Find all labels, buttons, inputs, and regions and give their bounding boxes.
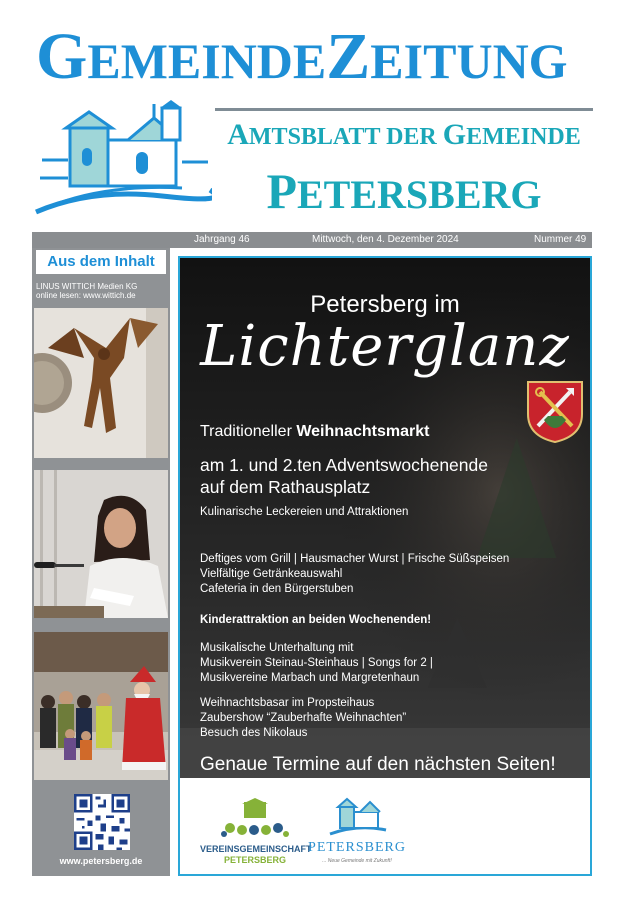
poster-line-dates: am 1. und 2.ten Adventswochenende: [200, 455, 488, 475]
qr-code[interactable]: [74, 794, 130, 850]
sidebar: [32, 248, 170, 876]
subtitle-text-petersberg: ETERSBERG: [297, 172, 542, 217]
poster-kids-attraction: Kinderattraktion an beiden Wochenenden!: [200, 614, 432, 626]
poster-line-culinary: Kulinarische Leckereien und Attraktionen: [200, 506, 409, 518]
vereinsgemeinschaft-logo: [200, 798, 310, 874]
poster-bazaar-2: Zaubershow “Zauberhafte Weihnachten”: [200, 712, 407, 724]
petersberg-church-mark-icon: [328, 796, 388, 838]
vereinsgemeinschaft-place: PETERSBERG: [223, 855, 286, 865]
poster-line1-bold: Weihnachtsmarkt: [296, 423, 430, 440]
subtitle-initial-g: G: [442, 118, 467, 151]
petersberg-logo: [302, 796, 412, 876]
church-crest-logo: [32, 100, 212, 220]
poster-music-3: Musikvereine Marbach und Margretenhaun: [200, 672, 420, 684]
title-initial-g: G: [36, 20, 88, 93]
publisher-online[interactable]: online lesen: www.wittich.de: [36, 291, 136, 300]
poster-line-location: auf dem Rathausplatz: [200, 477, 371, 497]
poster-headline-script: Lichterglanz: [200, 314, 570, 379]
title-initial-z: Z: [326, 20, 371, 93]
masthead-title: [36, 22, 596, 92]
poster-music-1: Musikalische Unterhaltung mit: [200, 642, 354, 654]
subtitle-amtsblatt: [215, 120, 593, 150]
vereinsgemeinschaft-mark-icon: [220, 798, 290, 840]
masthead-subtitle: [215, 118, 593, 219]
title-word-zeitung: EITUNG: [370, 33, 568, 89]
poster-sponsor-strip: [180, 778, 592, 876]
poster-bazaar-3: Besuch des Nikolaus: [200, 727, 308, 739]
poster-headline-top: Petersberg im: [310, 291, 460, 318]
subtitle-petersberg: [215, 163, 593, 219]
poster-footer-note: Genaue Termine auf den nächsten Seiten!: [200, 754, 556, 775]
poster-music-2: Musikverein Steinau-Steinhaus | Songs for 2 |: [200, 657, 433, 669]
subtitle-text-amtsblatt: MTSBLATT DER: [248, 124, 443, 150]
subtitle-initial-a: A: [227, 118, 249, 151]
issue-date: Mittwoch, den 4. Dezember 2024: [312, 234, 459, 245]
poster-food-2: Vielfältige Getränkeauswahl: [200, 568, 343, 580]
petersberg-logo-name: PETERSBERG: [308, 840, 406, 855]
publisher-name: LINUS WITTICH Medien KG: [36, 282, 138, 291]
publisher-info: [36, 282, 166, 300]
photo-girl-reading: [34, 470, 168, 618]
poster-food-3: Cafeteria in den Bürgerstuben: [200, 583, 354, 595]
masthead-divider: [215, 108, 593, 111]
issue-volume: Jahrgang 46: [194, 234, 250, 245]
petersberg-logo-tagline: ... Neue Gemeinde mit Zukunft!: [322, 858, 392, 864]
poster-line1-prefix: Traditioneller: [200, 423, 297, 440]
event-poster: [178, 256, 592, 876]
vereinsgemeinschaft-text: VEREINSGEMEINSCHAFT: [200, 844, 312, 854]
subtitle-text-gemeinde: EMEINDE: [466, 124, 581, 150]
title-word-gemeinde: EMEINDE: [87, 33, 327, 89]
subtitle-initial-p: P: [266, 163, 297, 219]
poster-food-1: Deftiges vom Grill | Hausmacher Wurst | Frische Süßspeisen: [200, 553, 510, 565]
photo-nikolaus-crowd: [34, 632, 168, 780]
sidebar-heading: Aus dem Inhalt: [36, 250, 166, 274]
photo-sculpture: [34, 308, 168, 458]
poster-bazaar-1: Weihnachtsbasar im Propsteihaus: [200, 697, 375, 709]
poster-line-weihnachtsmarkt: [200, 423, 580, 441]
website-link[interactable]: www.petersberg.de: [59, 856, 143, 866]
issue-info-bar: [32, 232, 592, 248]
issue-number: Nummer 49: [534, 234, 587, 245]
